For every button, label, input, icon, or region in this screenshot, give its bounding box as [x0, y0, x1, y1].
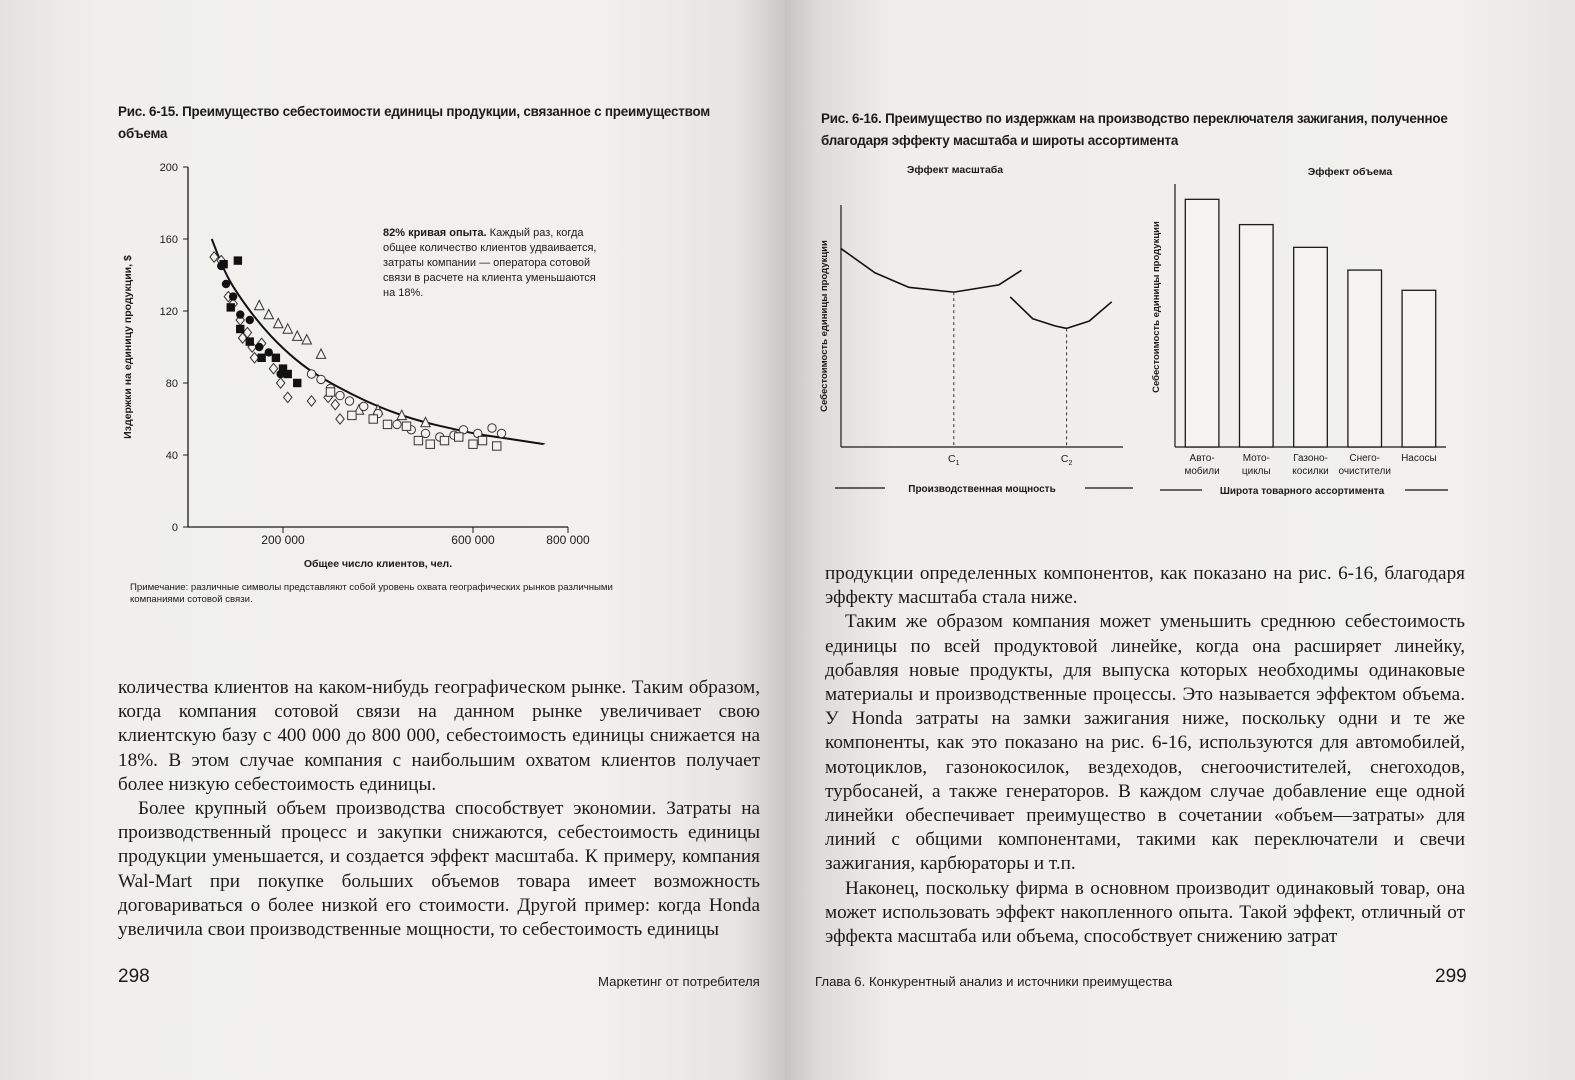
y-tick-label: 40	[165, 450, 178, 462]
right-body-text	[825, 562, 1465, 949]
x-axis-title: Широта товарного ассортимента	[1219, 486, 1385, 497]
annotation-text: раз,	[530, 227, 554, 239]
data-point-triangle-open	[316, 349, 325, 358]
annotation-text: оператора	[490, 257, 547, 269]
data-point-circle-open	[345, 397, 353, 405]
data-point-circle-open	[393, 420, 401, 428]
bar	[1185, 199, 1219, 447]
running-title: Маркетинг от потребителя	[598, 974, 760, 989]
annotation-text: связи	[383, 272, 412, 284]
data-point-circle-open	[317, 375, 325, 383]
data-point-triangle-open	[293, 331, 302, 340]
annotation-text: клиентов	[477, 242, 527, 254]
data-point-circle-open	[497, 429, 505, 437]
annotation-text: 18%.	[395, 287, 424, 299]
cost-curve-2	[1010, 297, 1112, 328]
annotation-text: общее	[383, 242, 417, 254]
data-point-circle-open	[307, 370, 315, 378]
category-label: мобили	[1184, 466, 1220, 477]
figure-6-15-title: Рис. 6-15. Преимущество себестоимости единицы продукции, связанное с преимуществом объема	[118, 104, 710, 141]
data-point-square-filled	[227, 303, 235, 311]
category-label: Мото-	[1242, 453, 1270, 464]
annotation-lead: кривая	[405, 227, 447, 239]
annotation-text: удваивается,	[526, 242, 597, 254]
category-label: Газоно-	[1293, 453, 1328, 464]
data-point-diamond-open	[307, 396, 315, 406]
x-tick-label: 200 000	[261, 533, 305, 547]
cost-curve-1	[841, 249, 1021, 293]
data-point-diamond-open	[331, 399, 339, 409]
y-axis-title: Себестоимость единицы продукции	[1151, 221, 1162, 393]
category-label: Снего-	[1349, 453, 1381, 464]
data-point-circle-filled	[236, 310, 244, 318]
data-point-triangle-open	[302, 335, 311, 344]
data-point-square-filled	[234, 256, 242, 264]
paragraph: Наконец, поскольку фирма в основном производит одинаковый товар, она может использовать эффект накопленного опыта. Такой эффект, отличный от эффекта масштаба или объема, способствует снижению затрат	[825, 877, 1465, 948]
annotation-text: расчете	[420, 272, 464, 284]
data-point-circle-open	[488, 424, 496, 432]
annotation-line	[383, 257, 590, 269]
page-number: 298	[118, 966, 150, 987]
data-point-triangle-open	[255, 300, 264, 309]
data-point-square-open	[402, 422, 410, 430]
data-point-circle-filled	[246, 316, 254, 324]
page-number: 299	[1435, 966, 1467, 987]
annotation-text: уменьшаются	[522, 272, 596, 284]
data-point-square-open	[426, 440, 434, 448]
annotation-text: Каждый	[486, 227, 531, 239]
data-point-square-filled	[272, 354, 280, 362]
figure-6-15-note: Примечание: различные символы представляют собой уровень охвата географических рынков различными компаниями сотовой связи.	[130, 582, 613, 605]
x-tick-label: 600 000	[451, 533, 495, 547]
x-tick-label: $C_1$	[948, 453, 960, 467]
data-point-square-open	[440, 436, 448, 444]
data-point-square-open	[469, 440, 477, 448]
data-point-triangle-open	[274, 318, 283, 327]
annotation-line	[383, 272, 596, 284]
data-point-circle-open	[360, 402, 368, 410]
y-axis-title: Издержки на единицу продукции, $	[122, 255, 134, 439]
bar	[1294, 247, 1328, 447]
y-tick-label: 80	[165, 378, 178, 390]
x-axis-title: Производственная мощность	[908, 484, 1056, 495]
chart-title: Эффект объема	[1307, 166, 1393, 178]
data-point-square-open	[414, 436, 422, 444]
data-point-diamond-open	[336, 414, 344, 424]
running-title: Глава 6. Конкурентный анализ и источники преимущества	[815, 974, 1173, 989]
data-point-diamond-open	[284, 392, 292, 402]
y-axis-title: Себестоимость единицы продукции	[819, 240, 830, 412]
y-tick-label: 160	[159, 234, 178, 246]
data-point-circle-filled	[229, 292, 237, 300]
y-tick-label: 200	[159, 162, 178, 174]
data-point-circle-open	[336, 391, 344, 399]
data-point-square-filled	[219, 260, 227, 268]
annotation-text: компании	[423, 257, 477, 269]
category-label: Насосы	[1401, 453, 1437, 464]
annotation-line	[383, 227, 584, 239]
x-tick-subscript: 1	[955, 460, 960, 467]
category-label: очистители	[1338, 466, 1391, 477]
annotation-text: затраты	[383, 257, 424, 269]
data-point-square-open	[455, 433, 463, 441]
x-tick-subscript: 2	[1068, 460, 1073, 467]
data-point-circle-filled	[222, 280, 230, 288]
bar	[1348, 270, 1382, 447]
left-page	[0, 0, 785, 1080]
annotation-text: в	[411, 272, 421, 284]
y-tick-label: 0	[171, 522, 178, 534]
data-point-square-filled	[246, 337, 254, 345]
data-point-square-filled	[257, 354, 265, 362]
x-tick-label: 800 000	[546, 533, 590, 547]
annotation-text: —	[476, 257, 491, 269]
figure-6-16-title: Рис. 6-16. Преимущество по издержкам на производство переключателя зажигания, полученное благодаря эффекту масштаба и широты ассортимента	[821, 111, 1448, 148]
data-point-triangle-open	[264, 309, 273, 318]
right-page	[785, 0, 1575, 1080]
annotation-text: на	[383, 287, 396, 299]
data-point-diamond-open	[269, 363, 277, 373]
category-label: циклы	[1241, 466, 1271, 477]
data-point-circle-filled	[255, 343, 263, 351]
category-label: косилки	[1292, 466, 1329, 477]
paragraph: количества клиентов на каком-нибудь географическом рынке. Таким образом, когда компания сотовой связи на данном рынке увеличивает свою клиентскую базу с 400 000 до 800 000, себестоимость единицы снижается на 18%. В этом случае компания с наибольшим охватом клиентов получает более низкую себестоимость единицы.	[118, 677, 760, 795]
left-body-text	[118, 676, 760, 942]
annotation-text: сотовой	[546, 257, 591, 269]
paragraph: Более крупный объем производства способствует экономии. Затраты на производственный процесс и закупки снижаются, себестоимость единицы продукции уменьшается, и создается эффект масштаба. К примеру, компания Wal-Mart при покупке больших объемов товара имеет возможность договариваться о более низкой его стоимости. Другой пример: когда Honda увеличила свои производственные мощности, то себестоимость единицы	[118, 798, 760, 941]
experience-curve-chart	[0, 150, 785, 620]
data-point-square-open	[369, 415, 377, 423]
scale-effect-chart	[805, 155, 1135, 505]
data-point-square-filled	[284, 370, 292, 378]
paragraph: продукции определенных компонентов, как показано на рис. 6-16, благодаря эффекту масштаба стала ниже.	[825, 563, 1465, 609]
data-point-square-open	[478, 436, 486, 444]
annotation-lead: опыта.	[446, 227, 487, 239]
x-axis-title: Общее число клиентов, чел.	[303, 558, 453, 570]
data-point-square-open	[326, 388, 334, 396]
category-label: Авто-	[1189, 453, 1215, 464]
data-point-square-open	[383, 420, 391, 428]
annotation-text: когда	[553, 227, 584, 239]
data-point-square-open	[348, 411, 356, 419]
bar	[1402, 290, 1436, 447]
annotation-text: количество	[416, 242, 478, 254]
annotation-line	[383, 242, 596, 254]
data-point-square-filled	[293, 379, 301, 387]
scope-effect-chart	[1130, 155, 1470, 505]
data-point-square-filled	[236, 325, 244, 333]
data-point-triangle-open	[283, 324, 292, 333]
annotation-line	[383, 287, 423, 299]
y-tick-label: 120	[159, 306, 178, 318]
x-tick-label: $C_2$	[1060, 453, 1073, 467]
data-point-square-open	[493, 442, 501, 450]
annotation-lead: 82%	[383, 227, 406, 239]
annotation-text: на	[463, 272, 479, 284]
chart-title: Эффект масштаба	[906, 164, 1004, 176]
annotation-text: клиента	[478, 272, 523, 284]
paragraph: Таким же образом компания может уменьшить среднюю себестоимость единицы по всей продуктовой линейке, когда она расширяет линейку, добавляя новые продукты, для выпуска которых необходимы одинаковые материалы и производственные процессы. Это называется эффектом объема. У Honda затраты на замки зажигания ниже, поскольку одни и те же компоненты, как это показано на рис. 6-16, используются для автомобилей, мотоциклов, газонокосилок, вездеходов, снегоочистителей, снегоходов, турбосаней, а также генераторов. В каждом случае добавление еще одной линейки обеспечивает преимущество в сочетании «объем—затраты» для линий с общими компонентами, такими как переключатели и свечи зажигания, карбюраторы и т.п.	[825, 611, 1465, 875]
data-point-diamond-open	[276, 378, 284, 388]
bar	[1239, 225, 1273, 447]
